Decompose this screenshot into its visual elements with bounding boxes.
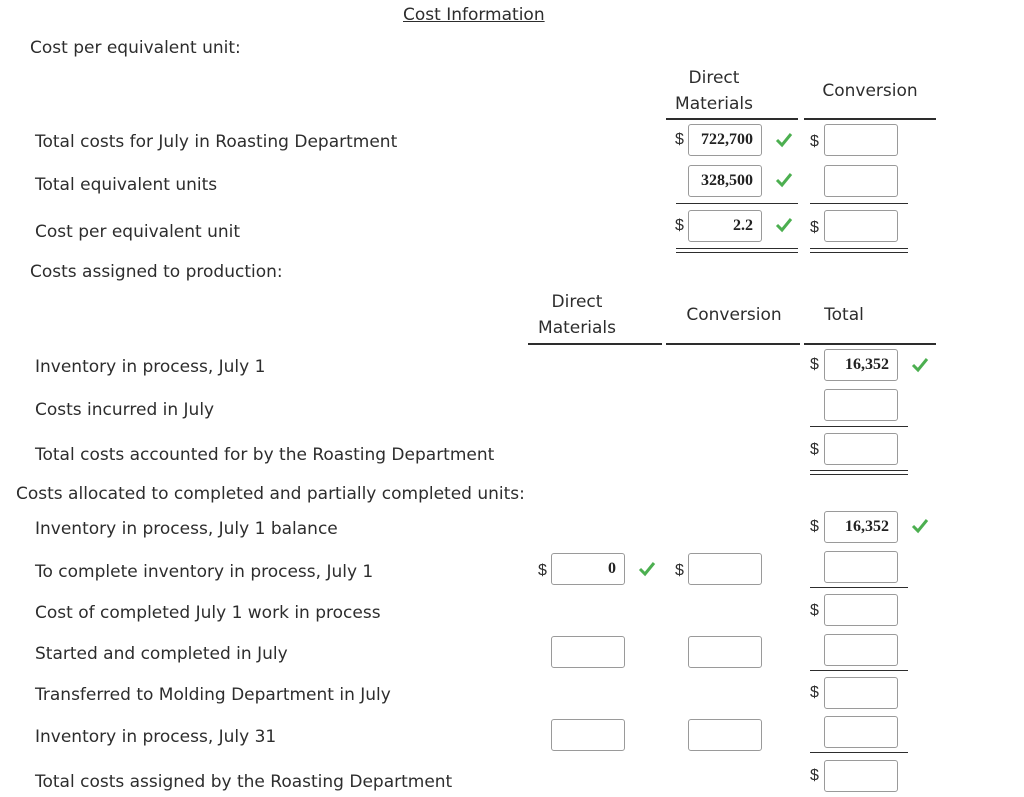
- page-title[interactable]: Cost Information: [403, 5, 545, 25]
- dollar-sign: $: [675, 562, 684, 579]
- row-label: Inventory in process, July 1: [35, 357, 266, 377]
- dollar-sign: $: [675, 131, 684, 148]
- checkmark-icon: [638, 560, 656, 578]
- row-label: Inventory in process, July 31: [35, 727, 277, 747]
- total-costs-incurred-input[interactable]: [824, 389, 898, 421]
- checkmark-icon: [775, 131, 793, 149]
- subtotal-rule: [810, 670, 908, 671]
- row-label: Started and completed in July: [35, 644, 288, 664]
- total-to-complete-input[interactable]: [824, 551, 898, 583]
- dollar-sign: $: [810, 219, 819, 236]
- subtotal-rule: [810, 752, 908, 753]
- row-label: Total equivalent units: [35, 175, 218, 195]
- row-label: Inventory in process, July 1 balance: [35, 519, 338, 539]
- total-transferred-input[interactable]: [824, 677, 898, 709]
- header-rule: [804, 118, 936, 120]
- total-started-completed-input[interactable]: [824, 634, 898, 666]
- checkmark-icon: [775, 171, 793, 189]
- col-header-direct-materials: Direct Materials: [675, 68, 753, 114]
- conv-started-completed-input[interactable]: [688, 636, 762, 668]
- dm-equivalent-units-input[interactable]: 328,500: [688, 165, 762, 197]
- header-rule: [528, 343, 662, 345]
- row-label: Cost per equivalent unit: [35, 222, 241, 242]
- total-inventory-july1-input[interactable]: 16,352: [824, 349, 898, 381]
- conv-equivalent-units-input[interactable]: [824, 165, 898, 197]
- dollar-sign: $: [675, 217, 684, 234]
- total-inventory-july31-input[interactable]: [824, 716, 898, 748]
- dollar-sign: $: [538, 562, 547, 579]
- dm-inventory-july31-input[interactable]: [551, 719, 625, 751]
- dm-total-costs-input[interactable]: 722,700: [688, 124, 762, 156]
- conv-cost-per-eu-input[interactable]: [824, 210, 898, 242]
- double-rule: [810, 470, 908, 475]
- total-inventory-july1-balance-input[interactable]: 16,352: [824, 511, 898, 543]
- subtotal-rule: [810, 426, 908, 427]
- row-label: To complete inventory in process, July 1: [35, 562, 374, 582]
- subtotal-rule: [676, 203, 798, 204]
- checkmark-icon: [911, 356, 929, 374]
- dollar-sign: $: [810, 133, 819, 150]
- header-rule: [666, 118, 798, 120]
- conv-to-complete-input[interactable]: [688, 553, 762, 585]
- row-label: Transferred to Molding Department in July: [35, 685, 391, 705]
- col-header-conversion: Conversion: [822, 81, 918, 101]
- col-header-total: Total: [824, 305, 864, 325]
- header-rule: [666, 343, 800, 345]
- subtotal-rule: [810, 587, 908, 588]
- dollar-sign: $: [810, 602, 819, 619]
- double-rule: [810, 248, 908, 253]
- dollar-sign: $: [810, 684, 819, 701]
- dm-cost-per-eu-input[interactable]: 2.2: [688, 210, 762, 242]
- row-label: Total costs assigned by the Roasting Department: [35, 772, 453, 792]
- col-header-direct-materials: Direct Materials: [538, 292, 616, 338]
- row-label: Total costs accounted for by the Roasting Department: [35, 445, 495, 465]
- dollar-sign: $: [810, 767, 819, 784]
- conv-inventory-july31-input[interactable]: [688, 719, 762, 751]
- row-label: Cost of completed July 1 work in process: [35, 603, 381, 623]
- total-costs-assigned-input[interactable]: [824, 760, 898, 792]
- checkmark-icon: [911, 517, 929, 535]
- dollar-sign: $: [810, 518, 819, 535]
- dollar-sign: $: [810, 441, 819, 458]
- section-heading-cost-per-eu: Cost per equivalent unit:: [30, 38, 241, 58]
- conv-total-costs-input[interactable]: [824, 124, 898, 156]
- checkmark-icon: [775, 216, 793, 234]
- double-rule: [676, 248, 798, 253]
- row-label: Total costs for July in Roasting Department: [35, 132, 398, 152]
- section-heading-costs-assigned: Costs assigned to production:: [30, 262, 283, 282]
- total-costs-accounted-input[interactable]: [824, 433, 898, 465]
- header-rule: [804, 343, 936, 345]
- total-cost-completed-input[interactable]: [824, 594, 898, 626]
- section-heading-costs-allocated: Costs allocated to completed and partially completed units:: [16, 484, 525, 504]
- row-label: Costs incurred in July: [35, 400, 215, 420]
- dm-to-complete-input[interactable]: 0: [551, 553, 625, 585]
- subtotal-rule: [810, 203, 908, 204]
- col-header-conversion: Conversion: [686, 305, 782, 325]
- dm-started-completed-input[interactable]: [551, 636, 625, 668]
- dollar-sign: $: [810, 356, 819, 373]
